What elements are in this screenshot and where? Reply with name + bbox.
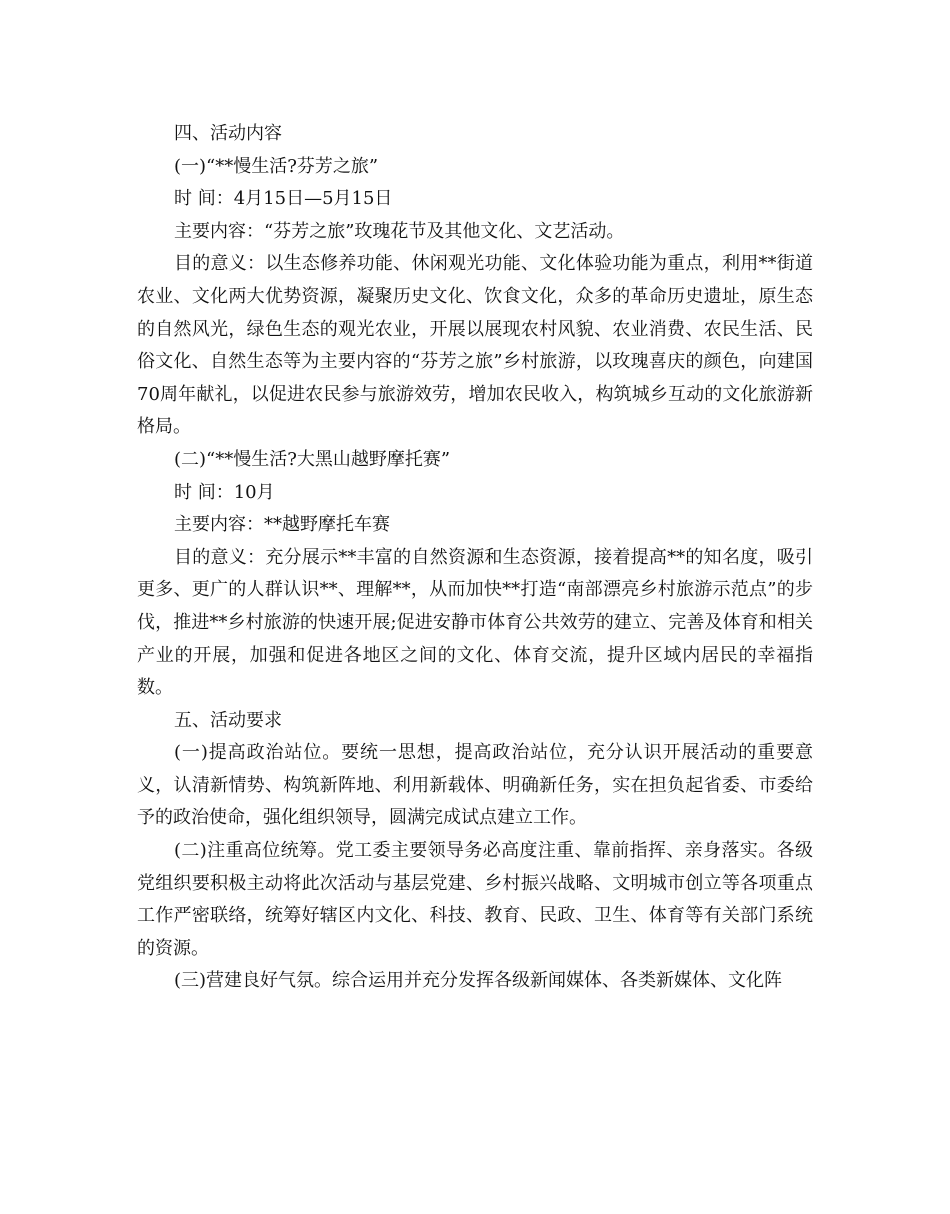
- paragraph-time-2: 时 间：10月: [174, 481, 275, 503]
- paragraph-time-1: 时 间：4月15日—5月15日: [174, 188, 393, 210]
- paragraph-main-content-2: 主要内容：**越野摩托车赛: [174, 514, 390, 536]
- paragraph-purpose-1: 目的意义：以生态修养功能、休闲观光功能、文化体验功能为重点，利用**街道农业、文化两大优势资源，凝聚历史文化、饮食文化，众多的革命历史遗址，原生态的自然风光，绿色生态的观光农业，开展以展现农村风貌、农业消费、农民生活、民俗文化、自然生态等为主要内容的“芬芳之旅”乡村旅游，以玫瑰喜庆的颜色，向建国70周年献礼，以促进农民参与旅游效劳，增加农民收入，构筑城乡互动的文化旅游新格局。: [137, 253, 813, 438]
- paragraph-requirement-3: (三)营建良好气氛。综合运用并充分发挥各级新闻媒体、各类新媒体、文化阵: [174, 970, 783, 992]
- document-body: [137, 118, 813, 998]
- paragraph-main-content-1: 主要内容：“芬芳之旅”玫瑰花节及其他文化、文艺活动。: [174, 220, 625, 242]
- subsection-heading-fragrance-tour: (一)“**慢生活?芬芳之旅”: [174, 155, 379, 177]
- paragraph-requirement-2: (二)注重高位统筹。党工委主要领导务必高度注重、靠前指挥、亲身落实。各级党组织要积极主动将此次活动与基层党建、乡村振兴战略、文明城市创立等各项重点工作严密联络，统筹好辖区内文化、科技、教育、民政、卫生、体育等有关部门系统的资源。: [137, 840, 813, 959]
- subsection-heading-motorcycle-race: (二)“**慢生活?大黑山越野摩托赛”: [174, 448, 451, 470]
- section-heading-activity-content: 四、活动内容: [174, 123, 282, 144]
- paragraph-purpose-2: 目的意义：充分展示**丰富的自然资源和生态资源，接着提高**的知名度，吸引更多、更广的人群认识**、理解**，从而加快**打造“南部漂亮乡村旅游示范点”的步伐，推进**乡村旅游的快速开展;促进安静市体育公共效劳的建立、完善及体育和相关产业的开展，加强和促进各地区之间的文化、体育交流，提升区域内居民的幸福指数。: [137, 546, 813, 699]
- paragraph-requirement-1: (一)提高政治站位。要统一思想，提高政治站位，充分认识开展活动的重要意义，认清新情势、构筑新阵地、利用新载体、明确新任务，实在担负起省委、市委给予的政治使命，强化组织领导，圆满完成试点建立工作。: [137, 742, 813, 829]
- section-heading-activity-requirements: 五、活动要求: [174, 709, 282, 731]
